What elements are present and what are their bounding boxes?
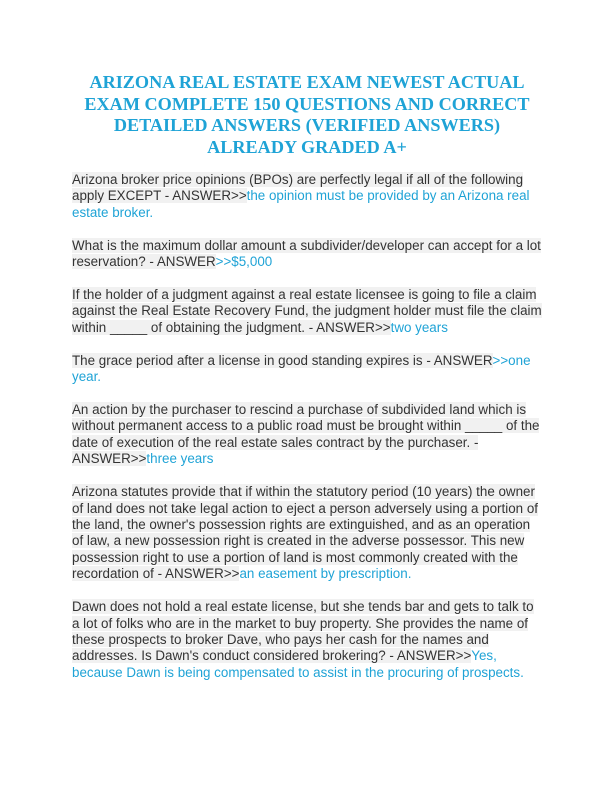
answer-text: the opinion must be provided by an Arizona real estate broker.: [72, 188, 530, 220]
answer-text: two years: [390, 319, 448, 335]
question-text: If the holder of a judgment against a real estate licensee is going to file a claim against the Real Estate Recovery Fund, the judgment holder must file the claim within _____ of obtaining the judgment. - ANSWER>>: [72, 287, 542, 335]
document-title: [72, 72, 542, 158]
question-text: Dawn does not hold a real estate license, but she tends bar and gets to talk to a lot of folks who are in the market to buy property. She provides the name of these prospects to broker Dave, who pays her cash for the names and addresses. Is Dawn's conduct considered brokering? - ANSWER>>: [72, 599, 534, 664]
question-text: What is the maximum dollar amount a subdivider/developer can accept for a lot reservation? - ANSWER: [72, 237, 541, 270]
question-text: Arizona broker price opinions (BPOs) are perfectly legal if all of the following apply EXCEPT - ANSWER>>: [72, 172, 524, 204]
question-text: An action by the purchaser to rescind a purchase of subdivided land which is without permanent access to a public road must be brought within _____ of the date of execution of the real estate sales contract by the purchaser. - ANSWER>>: [72, 402, 540, 467]
title-line: DETAILED ANSWERS (VERIFIED ANSWERS): [113, 115, 501, 135]
answer-text: Yes, because Dawn is being compensated to assist in the procuring of prospects.: [72, 648, 524, 680]
qa-item: [72, 172, 542, 221]
qa-item: [72, 599, 542, 681]
qa-item: [72, 287, 542, 336]
qa-item: [72, 238, 542, 271]
title-line: ALREADY GRADED A+: [207, 136, 407, 157]
title-line: EXAM COMPLETE 150 QUESTIONS AND CORRECT: [84, 93, 530, 114]
qa-item: [72, 402, 542, 468]
question-text: Arizona statutes provide that if within the statutory period (10 years) the owner of land does not take legal action to eject a person adversely using a portion of the land, the owner's possession rights are extinguished, and as an operation of law, a new possession right is created in the adverse possessor. This new possession right to use a portion of land is most commonly created with the recordation of - ANSWER>>: [72, 484, 538, 582]
answer-text: an easement by prescription.: [239, 566, 412, 582]
question-text: The grace period after a license in good standing expires is - ANSWER: [72, 352, 493, 368]
qa-item: [72, 484, 542, 582]
qa-item: [72, 353, 542, 386]
title-line: ARIZONA REAL ESTATE EXAM NEWEST ACTUAL: [89, 72, 525, 92]
answer-text: three years: [146, 451, 214, 467]
answer-text: >>$5,000: [215, 254, 273, 270]
answer-text: >>one year.: [72, 352, 531, 385]
